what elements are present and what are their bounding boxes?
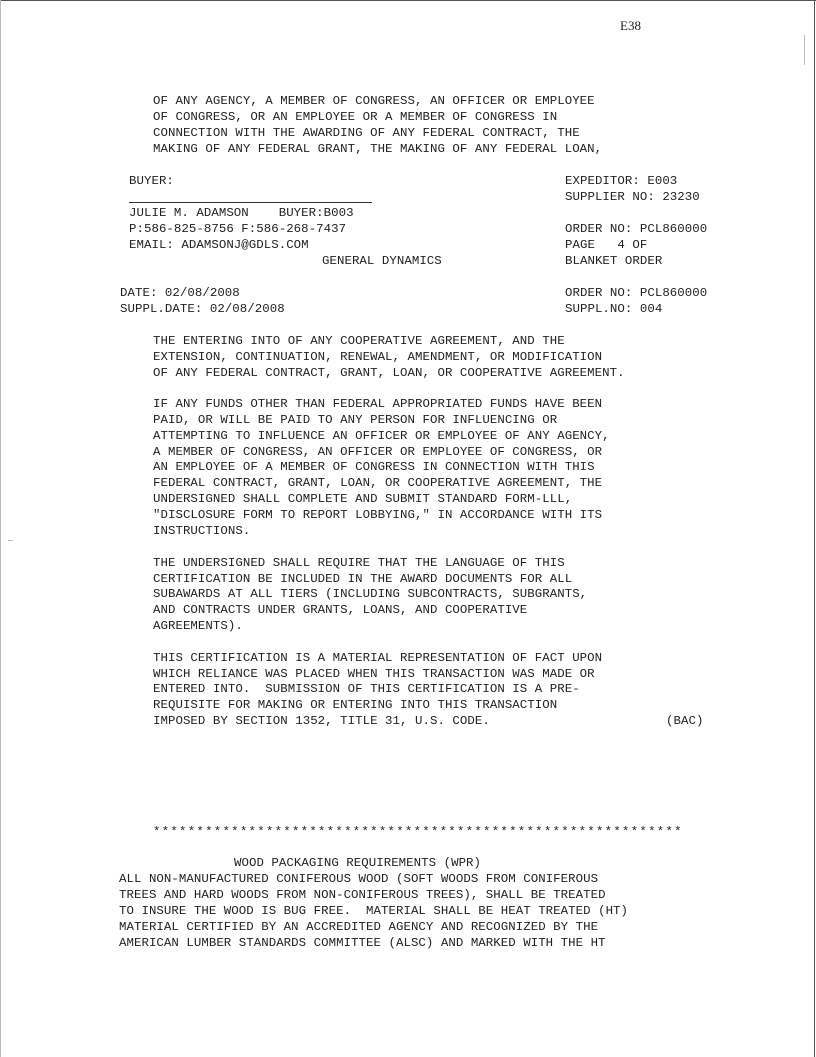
buyer-phone: P:586-825-8756 F:586-268-7437 xyxy=(129,222,347,236)
page-border-top xyxy=(0,0,816,1)
supplier-number: SUPPLIER NO: 23230 xyxy=(565,190,700,204)
paragraph-line: ALL NON-MANUFACTURED CONIFEROUS WOOD (SOFT WOODS FROM CONIFEROUS xyxy=(119,872,599,886)
paragraph-line: AMERICAN LUMBER STANDARDS COMMITTEE (ALSC) AND MARKED WITH THE HT xyxy=(119,936,606,950)
supplement-date: SUPPL.DATE: 02/08/2008 xyxy=(120,302,285,316)
paragraph-line: INSTRUCTIONS. xyxy=(153,524,251,538)
order-number: ORDER NO: PCL860000 xyxy=(565,222,708,236)
section-title: WOOD PACKAGING REQUIREMENTS (WPR) xyxy=(234,856,482,870)
paragraph-line: THE ENTERING INTO OF ANY COOPERATIVE AGREEMENT, AND THE xyxy=(153,334,565,348)
paragraph-line: EXTENSION, CONTINUATION, RENEWAL, AMENDMENT, OR MODIFICATION xyxy=(153,350,603,364)
paragraph-line: MATERIAL CERTIFIED BY AN ACCREDITED AGENCY AND RECOGNIZED BY THE xyxy=(119,920,599,934)
paragraph-line: OF ANY AGENCY, A MEMBER OF CONGRESS, AN OFFICER OR EMPLOYEE xyxy=(153,94,595,108)
page-count: PAGE 4 OF xyxy=(565,238,648,252)
paragraph-line: PAID, OR WILL BE PAID TO ANY PERSON FOR INFLUENCING OR xyxy=(153,413,558,427)
paragraph-line: IF ANY FUNDS OTHER THAN FEDERAL APPROPRIATED FUNDS HAVE BEEN xyxy=(153,397,603,411)
page-border-right xyxy=(814,0,815,1057)
paragraph-line: OF CONGRESS, OR AN EMPLOYEE OR A MEMBER OF CONGRESS IN xyxy=(153,110,558,124)
paragraph-line: THIS CERTIFICATION IS A MATERIAL REPRESENTATION OF FACT UPON xyxy=(153,651,603,665)
paragraph-line: TO INSURE THE WOOD IS BUG FREE. MATERIAL SHALL BE HEAT TREATED (HT) xyxy=(119,904,629,918)
paragraph-line: FEDERAL CONTRACT, GRANT, LOAN, OR COOPERATIVE AGREEMENT, THE xyxy=(153,476,603,490)
buyer-label: BUYER: xyxy=(129,174,174,188)
paragraph-line: A MEMBER OF CONGRESS, AN OFFICER OR EMPLOYEE OF CONGRESS, OR xyxy=(153,445,603,459)
buyer-name: JULIE M. ADAMSON BUYER:B003 xyxy=(129,206,354,220)
paragraph-line: THE UNDERSIGNED SHALL REQUIRE THAT THE LANGUAGE OF THIS xyxy=(153,556,565,570)
separator: ************************************************************* xyxy=(153,825,683,839)
paragraph-line: CONNECTION WITH THE AWARDING OF ANY FEDERAL CONTRACT, THE xyxy=(153,126,580,140)
paragraph-line: ATTEMPTING TO INFLUENCE AN OFFICER OR EMPLOYEE OF ANY AGENCY, xyxy=(153,429,610,443)
signature-line xyxy=(129,202,372,203)
paragraph-line: CERTIFICATION BE INCLUDED IN THE AWARD DOCUMENTS FOR ALL xyxy=(153,572,573,586)
paragraph-line: SUBAWARDS AT ALL TIERS (INCLUDING SUBCONTRACTS, SUBGRANTS, xyxy=(153,587,588,601)
expeditor: EXPEDITOR: E003 xyxy=(565,174,678,188)
supplement-number: SUPPL.NO: 004 xyxy=(565,302,663,316)
paragraph-line: AND CONTRACTS UNDER GRANTS, LOANS, AND COOPERATIVE xyxy=(153,603,528,617)
paragraph-line: ENTERED INTO. SUBMISSION OF THIS CERTIFICATION IS A PRE- xyxy=(153,682,580,696)
paragraph-line: UNDERSIGNED SHALL COMPLETE AND SUBMIT STANDARD FORM-LLL, xyxy=(153,492,573,506)
scan-mark xyxy=(804,35,805,65)
paragraph-line: IMPOSED BY SECTION 1352, TITLE 31, U.S. CODE. xyxy=(153,714,490,728)
paragraph-line: AN EMPLOYEE OF A MEMBER OF CONGRESS IN CONNECTION WITH THIS xyxy=(153,460,595,474)
page-number: E38 xyxy=(620,18,641,33)
paragraph-line: "DISCLOSURE FORM TO REPORT LOBBYING," IN ACCORDANCE WITH ITS xyxy=(153,508,603,522)
order-date: DATE: 02/08/2008 xyxy=(120,286,240,300)
paragraph-line: REQUISITE FOR MAKING OR ENTERING INTO THIS TRANSACTION xyxy=(153,698,558,712)
company-name: GENERAL DYNAMICS xyxy=(322,254,442,268)
order-number-2: ORDER NO: PCL860000 xyxy=(565,286,708,300)
paragraph-line: TREES AND HARD WOODS FROM NON-CONIFEROUS TREES), SHALL BE TREATED xyxy=(119,888,606,902)
scan-mark xyxy=(8,540,13,541)
page-border-left xyxy=(0,0,1,1057)
order-type: BLANKET ORDER xyxy=(565,254,663,268)
reference-tag: (BAC) xyxy=(666,714,704,728)
paragraph-line: WHICH RELIANCE WAS PLACED WHEN THIS TRANSACTION WAS MADE OR xyxy=(153,667,595,681)
paragraph-line: MAKING OF ANY FEDERAL GRANT, THE MAKING OF ANY FEDERAL LOAN, xyxy=(153,142,603,156)
paragraph-line: OF ANY FEDERAL CONTRACT, GRANT, LOAN, OR COOPERATIVE AGREEMENT. xyxy=(153,366,625,380)
paragraph-line: AGREEMENTS). xyxy=(153,619,243,633)
buyer-email: EMAIL: ADAMSONJ@GDLS.COM xyxy=(129,238,309,252)
